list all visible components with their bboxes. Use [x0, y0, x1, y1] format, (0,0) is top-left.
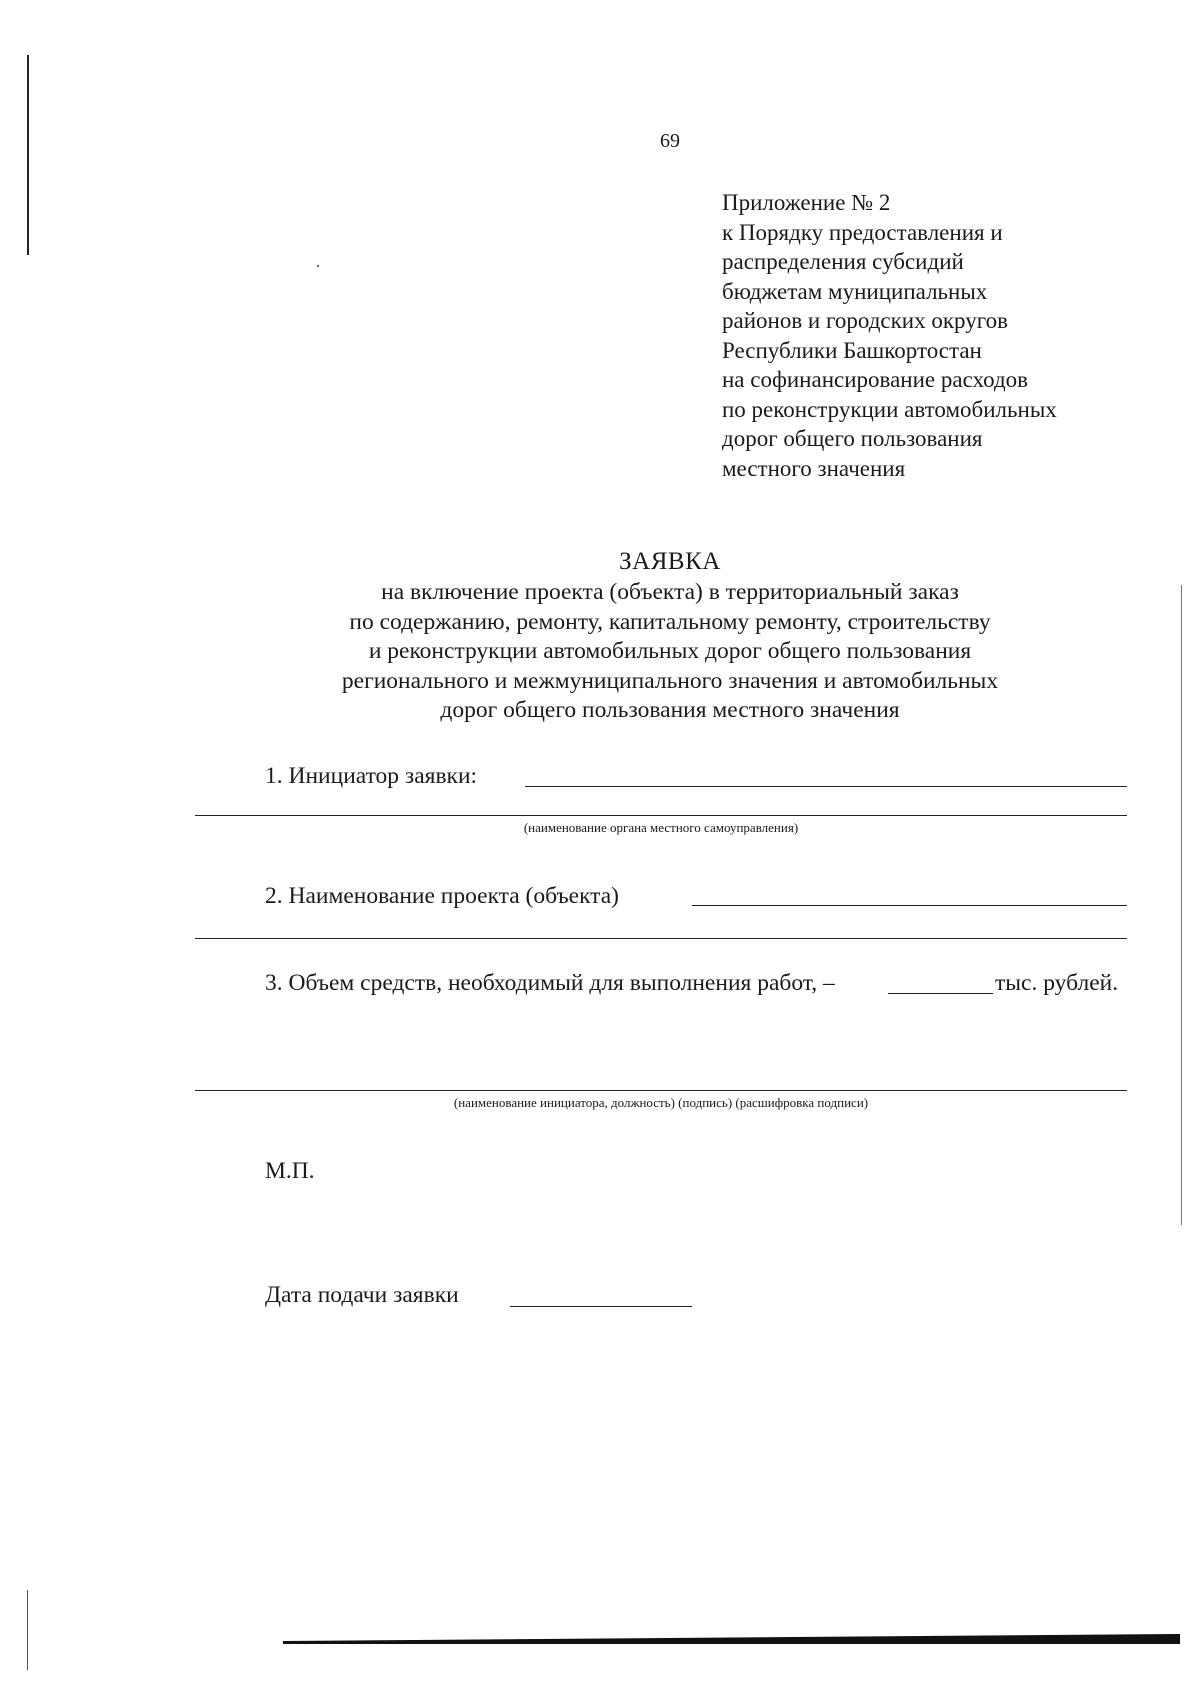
- funding-amount-label: 3. Объем средств, необходимый для выполнения работ, –: [265, 970, 835, 996]
- project-name-label: 2. Наименование проекта (объекта): [265, 883, 619, 909]
- initiator-label: 1. Инициатор заявки:: [265, 763, 478, 789]
- appendix-line: по реконструкции автомобильных: [722, 396, 1057, 422]
- scan-edge-mark: [27, 55, 29, 255]
- initiator-blank-line[interactable]: [525, 786, 1127, 787]
- appendix-line: на софинансирование расходов: [722, 367, 1029, 392]
- project-name-blank-line[interactable]: [692, 905, 1127, 906]
- signature-line[interactable]: [195, 1090, 1127, 1091]
- subtitle-line: дорог общего пользования местного значения: [440, 697, 900, 723]
- scan-speck: [317, 265, 319, 267]
- project-name-blank-line-2[interactable]: [195, 938, 1127, 939]
- initiator-caption: (наименование органа местного самоуправления): [523, 820, 799, 835]
- stamp-place-label: М.П.: [265, 1158, 315, 1184]
- subtitle-line: на включение проекта (объекта) в территориальный заказ: [381, 579, 959, 605]
- signature-caption: (наименование инициатора, должность) (подпись) (расшифровка подписи): [453, 1095, 869, 1110]
- scan-edge-mark: [27, 1590, 28, 1670]
- appendix-line: Республики Башкортостан: [722, 337, 982, 363]
- initiator-blank-line-2[interactable]: [195, 815, 1127, 816]
- appendix-block: [722, 188, 1142, 483]
- appendix-line: районов и городских округов: [722, 308, 1008, 333]
- appendix-line: дорог общего пользования: [722, 426, 983, 451]
- form-title: ЗАЯВКА: [619, 548, 721, 575]
- appendix-line: распределения субсидий: [722, 249, 964, 274]
- form-subtitle: [200, 578, 1140, 726]
- scan-edge-mark: [1181, 585, 1182, 1225]
- appendix-line: Приложение № 2: [722, 190, 891, 215]
- appendix-line: к Порядку предоставления и: [722, 219, 1003, 245]
- submission-date-label: Дата подачи заявки: [265, 1282, 459, 1308]
- subtitle-line: регионального и межмуниципального значения и автомобильных: [341, 667, 999, 694]
- scan-bottom-bar: [283, 1634, 1180, 1644]
- appendix-line: бюджетам муниципальных: [722, 278, 988, 304]
- subtitle-line: и реконструкции автомобильных дорог общего пользования: [368, 638, 972, 664]
- subtitle-line: по содержанию, ремонту, капитальному ремонту, строительству: [349, 608, 991, 635]
- funding-amount-blank-line[interactable]: [888, 993, 993, 994]
- page-number: 69: [660, 130, 680, 152]
- submission-date-blank-line[interactable]: [510, 1306, 692, 1307]
- funding-amount-unit: тыс. рублей.: [995, 970, 1119, 996]
- appendix-line: местного значения: [722, 455, 906, 481]
